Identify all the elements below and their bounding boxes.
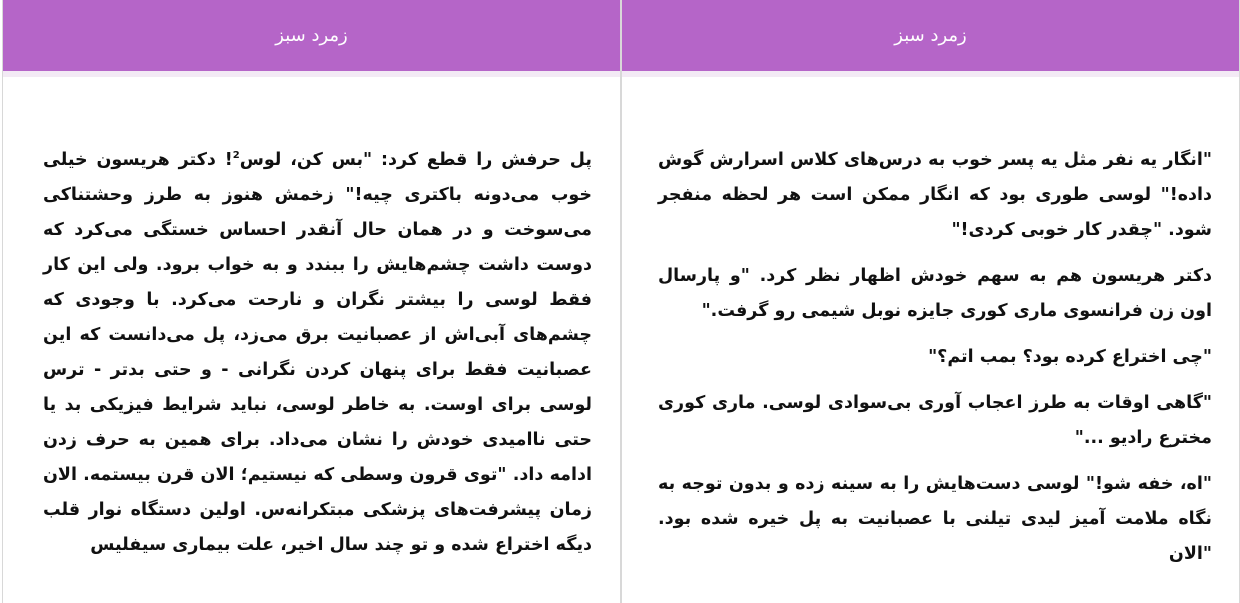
right-page: [621, 0, 1240, 603]
paragraph-5: "اه، خفه شو!" لوسی دست‌هایش را به سینه زده و بدون توجه به نگاه ملامت آمیز لیدی تیلنی با عصبانیت به پل خیره شده بود. "الان: [658, 474, 1212, 564]
left-page: [2, 0, 621, 603]
paragraph-3: "چی اختراع کرده بود؟ بمب اتم؟": [928, 347, 1212, 367]
paragraph-2: دکتر هریسون هم به سهم خودش اظهار نظر کرد. "و پارسال اون زن فرانسوی ماری کوری جایزه نوبل شیمی رو گرفت.": [658, 266, 1212, 321]
right-page-body: [622, 77, 1239, 572]
paragraph-left: [43, 143, 592, 563]
right-page-header: [622, 0, 1239, 71]
paragraph-4: "گاهی اوقات به طرز اعجاب آوری بی‌سوادی لوسی. ماری کوری مخترع رادیو ...": [658, 393, 1212, 448]
paragraph-left-rest: ! دکتر هریسون خیلی خوب می‌دونه باکتری چیه!" زخمش هنوز به طرز وحشتناکی می‌سوخت و در همان حال آنقدر احساس خستگی می‌کرد که دوست داشت چشم‌هایش را ببندد و به خواب برود. ولی این کار فقط لوسی را بیشتر نگران و نارحت می‌کرد. با وجودی که چشم‌های آبی‌اش از عصبانیت برق می‌زد، پل می‌دانست که این عصبانیت فقط برای پنهان کردن نگرانی - و حتی بدتر - ترس لوسی برای اوست. به خاطر لوسی، نباید شرایط فیزیکی بد یا حتی ناامیدی خودش را نشان می‌داد. برای همین به حرف زدن ادامه داد. "توی قرون وسطی که نیستیم؛ الان قرن بیستمه. الان زمان پیشرفت‌های پزشکی مبتکرانه‌س. اولین دستگاه نوار قلب دیگه اختراع شده و تو چند سال اخیر، علت بیماری سیفلیس: [43, 150, 592, 555]
left-page-header: [3, 0, 620, 71]
paragraph-left-start: پل حرفش را قطع کرد: "بس کن، لوس: [239, 150, 592, 170]
right-page-title: زمرد سبز: [894, 25, 967, 46]
footnote-mark[interactable]: 2: [232, 150, 240, 162]
paragraph-1: "انگار یه نفر مثل یه پسر خوب به درس‌های کلاس اسرارش گوش داده!" لوسی طوری بود که انگار ممکن است هر لحظه منفجر شود. "چقدر کار خوبی کردی!": [658, 150, 1212, 240]
left-page-body: [3, 77, 620, 563]
left-page-title: زمرد سبز: [275, 25, 348, 46]
